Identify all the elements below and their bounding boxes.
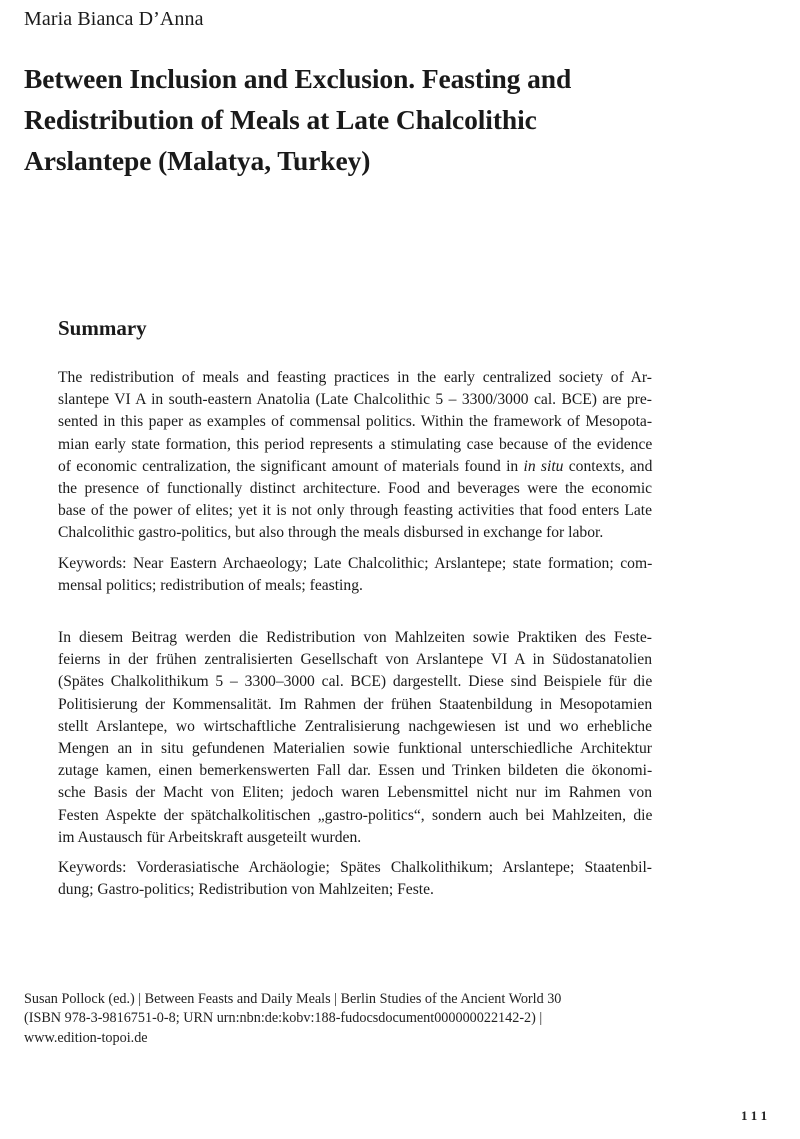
text-line: the presence of functionally distinct architecture. Food and beverages were the economic bbox=[58, 479, 653, 497]
footer-citation: Susan Pollock (ed.) | Between Feasts and Daily Meals | Berlin Studies of the Ancient World 30 bbox=[24, 991, 562, 1007]
footer-identifiers: (ISBN 978-3-9816751-0-8; URN urn:nbn:de:kobv:188-fudocsdocument000000022142-2) | bbox=[24, 1010, 543, 1027]
text-line: Chalcolithic gastro-politics, but also through the meals disbursed in exchange for labor. bbox=[58, 524, 604, 542]
text-line: mensal politics; redistribution of meals; feasting. bbox=[58, 577, 363, 595]
text-segment: contexts, and bbox=[563, 457, 653, 475]
article-title bbox=[24, 58, 664, 181]
text-line: feierns in der frühen zentralisierten Gesellschaft von Arslantepe VI A in Südostanatolien bbox=[58, 651, 652, 669]
footer-website-link[interactable]: www.edition-topoi.de bbox=[24, 1029, 148, 1046]
page-number: 111 bbox=[741, 1108, 772, 1123]
text-line: zutage kamen, einen bemerkenswerten Fall dar. Essen und Trinken bildeten die ökonomi- bbox=[58, 762, 653, 780]
title-line: Between Inclusion and Exclusion. Feasting and bbox=[24, 63, 572, 94]
abstract-german bbox=[58, 627, 652, 849]
text-line: mian early state formation, this period represents a stimulating case because of the evidence bbox=[58, 435, 653, 453]
author-name: Maria Bianca D’Anna bbox=[24, 8, 204, 30]
text-segment: of economic centralization, the significant amount of materials found in bbox=[58, 457, 524, 475]
text-line bbox=[58, 456, 652, 478]
title-line: Redistribution of Meals at Late Chalcolithic bbox=[24, 104, 537, 135]
italic-term: in situ bbox=[523, 457, 564, 475]
abstract-english bbox=[58, 367, 652, 545]
text-line: Keywords: Near Eastern Archaeology; Late Chalcolithic; Arslantepe; state formation; com- bbox=[58, 555, 653, 572]
text-line: base of the power of elites; yet it is not only through feasting activities that food enters Late bbox=[58, 502, 653, 520]
text-line: slantepe VI A in south-eastern Anatolia (Late Chalcolithic 5 – 3300/3000 cal. BCE) are pre- bbox=[58, 391, 652, 409]
text-line: Keywords: Vorderasiatische Archäologie; Spätes Chalkolithikum; Arslantepe; Staatenbil- bbox=[58, 859, 652, 876]
text-line: Festen Aspekte der spätchalkolitischen „gastro-politics“, sondern auch bei Mahlzeiten, die bbox=[58, 806, 653, 824]
text-line: (Spätes Chalkolithikum 5 – 3300–3000 cal. BCE) dargestellt. Diese sind Beispiele für die bbox=[58, 673, 653, 691]
summary-heading: Summary bbox=[58, 316, 147, 340]
text-line: The redistribution of meals and feasting practices in the early centralized society of Ar- bbox=[58, 369, 652, 386]
text-line: Politisierung der Kommensalität. Im Rahmen der frühen Staatenbildung in Mesopotamien bbox=[58, 695, 653, 713]
text-line: stellt Arslantepe, wo wirtschaftliche Zentralisierung nachgewiesen ist und wo erhebliche bbox=[58, 717, 652, 735]
publication-footer bbox=[24, 990, 561, 1048]
text-line: sche Basis der Macht von Eliten; jedoch waren Lebensmittel nicht nur im Rahmen von bbox=[58, 784, 652, 802]
text-line: Mengen an in situ gefundenen Materialien sowie funktional unterschiedliche Architektur bbox=[58, 739, 652, 757]
text-line: dung; Gastro-politics; Redistribution von Mahlzeiten; Feste. bbox=[58, 881, 434, 899]
keywords-english bbox=[58, 553, 652, 597]
title-line: Arslantepe (Malatya, Turkey) bbox=[24, 145, 371, 176]
keywords-german bbox=[58, 857, 652, 901]
text-line: In diesem Beitrag werden die Redistribution von Mahlzeiten sowie Praktiken des Feste- bbox=[58, 629, 652, 646]
text-line: sented in this paper as examples of commensal politics. Within the framework of Mesopota- bbox=[58, 413, 653, 431]
text-line: im Austausch für Arbeitskraft ausgeteilt wurden. bbox=[58, 828, 362, 846]
